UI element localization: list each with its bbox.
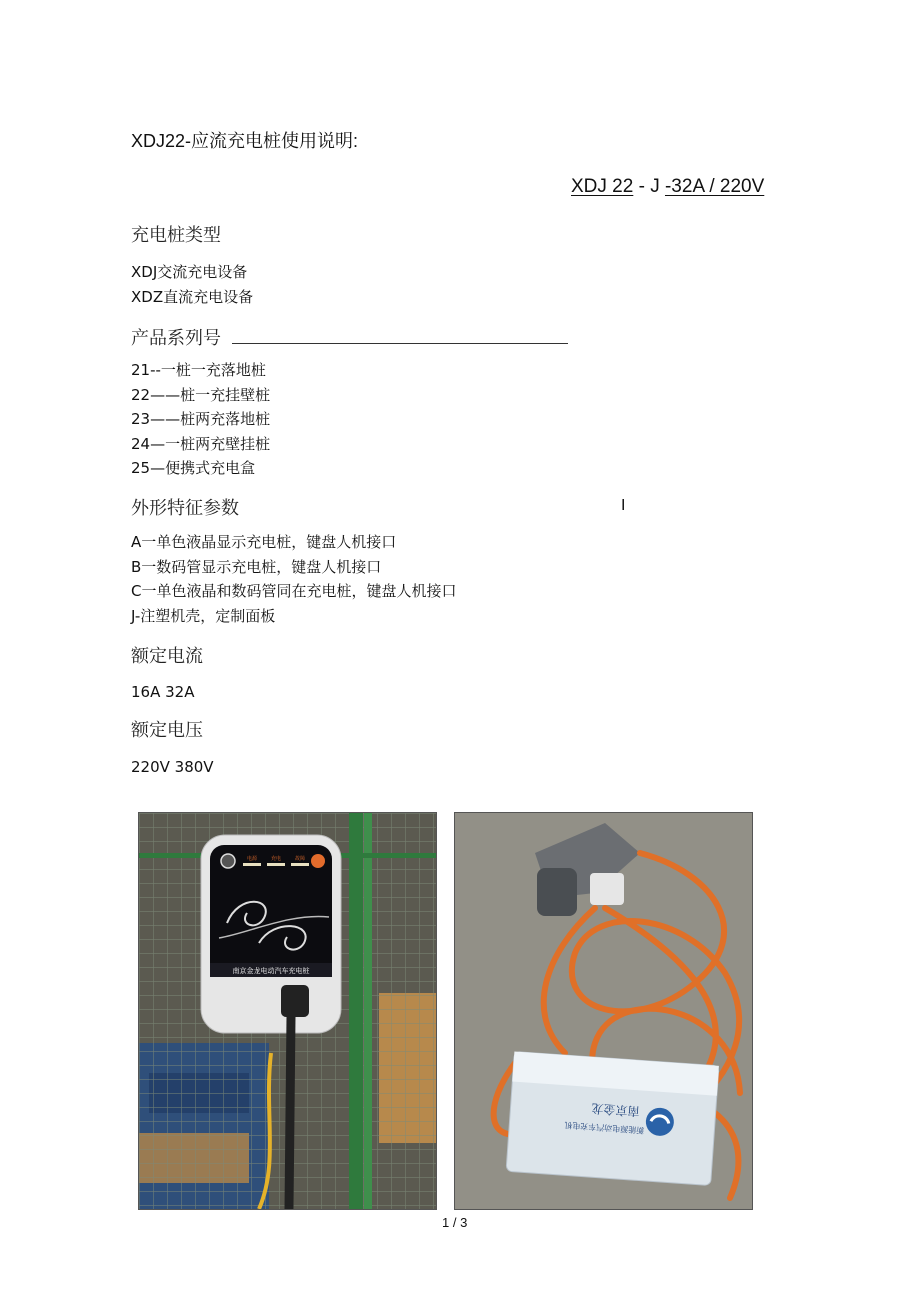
heading-charger-type: 充电桩类型 <box>131 225 221 246</box>
list-item: 22——桩一充挂壁桩 <box>131 385 271 404</box>
feature-list <box>131 530 456 628</box>
led-label: 故障 <box>294 856 306 862</box>
rated-current-value: 16A 32A <box>131 683 195 701</box>
box-sub-label: 新能源电动汽车充电机 <box>564 1120 645 1135</box>
list-item: 21--一桩一充落地桩 <box>131 361 266 379</box>
document-title: XDJ22-应流充电桩使用说明: <box>131 131 359 151</box>
list-item: 23——桩两充落地桩 <box>131 410 271 428</box>
list-item: B一数码管显示充电桩，键盘人机接口 <box>131 557 382 576</box>
model-code-separator: - J <box>633 176 665 197</box>
heading-rated-voltage: 额定电压 <box>131 720 203 741</box>
photo-wall-charger <box>138 812 437 1210</box>
type-list <box>131 260 253 309</box>
list-item: J-注塑机壳，定制面板 <box>131 606 276 625</box>
list-item: XDZ直流充电设备 <box>131 287 254 306</box>
heading-rated-current: 额定电流 <box>131 646 203 667</box>
list-item: A一单色液晶显示充电桩，键盘人机接口 <box>131 533 397 551</box>
list-item: C一单色液晶和数码管同在充电桩，键盘人机接口 <box>131 582 457 600</box>
wall-charger-illustration <box>139 813 436 1209</box>
heading-feature-params: 外形特征参数 <box>131 498 239 519</box>
text-cursor-mark: I <box>621 497 626 514</box>
photo-portable-charger <box>454 812 753 1210</box>
model-code <box>571 176 764 198</box>
box-brand-label: 南京金龙 <box>591 1101 641 1119</box>
heading-underline <box>232 343 568 344</box>
series-list <box>131 358 270 481</box>
page-number: 1 / 3 <box>442 1215 468 1230</box>
heading-product-series: 产品系列号 <box>131 328 221 349</box>
led-label: 充电 <box>270 856 282 862</box>
model-code-rating: -32A / 220V <box>664 176 765 197</box>
led-label: 电源 <box>246 856 258 862</box>
list-item: 24—一桩两充壁挂桩 <box>131 434 271 453</box>
list-item: XDJ交流充电设备 <box>131 263 248 281</box>
charger-panel-label: 南京金龙电动汽车充电桩 <box>232 967 310 975</box>
portable-charger-illustration <box>455 813 752 1209</box>
list-item: 25—便携式充电盒 <box>131 459 256 477</box>
model-code-series: XDJ 22 <box>571 176 634 197</box>
rated-voltage-value: 220V 380V <box>131 758 214 776</box>
